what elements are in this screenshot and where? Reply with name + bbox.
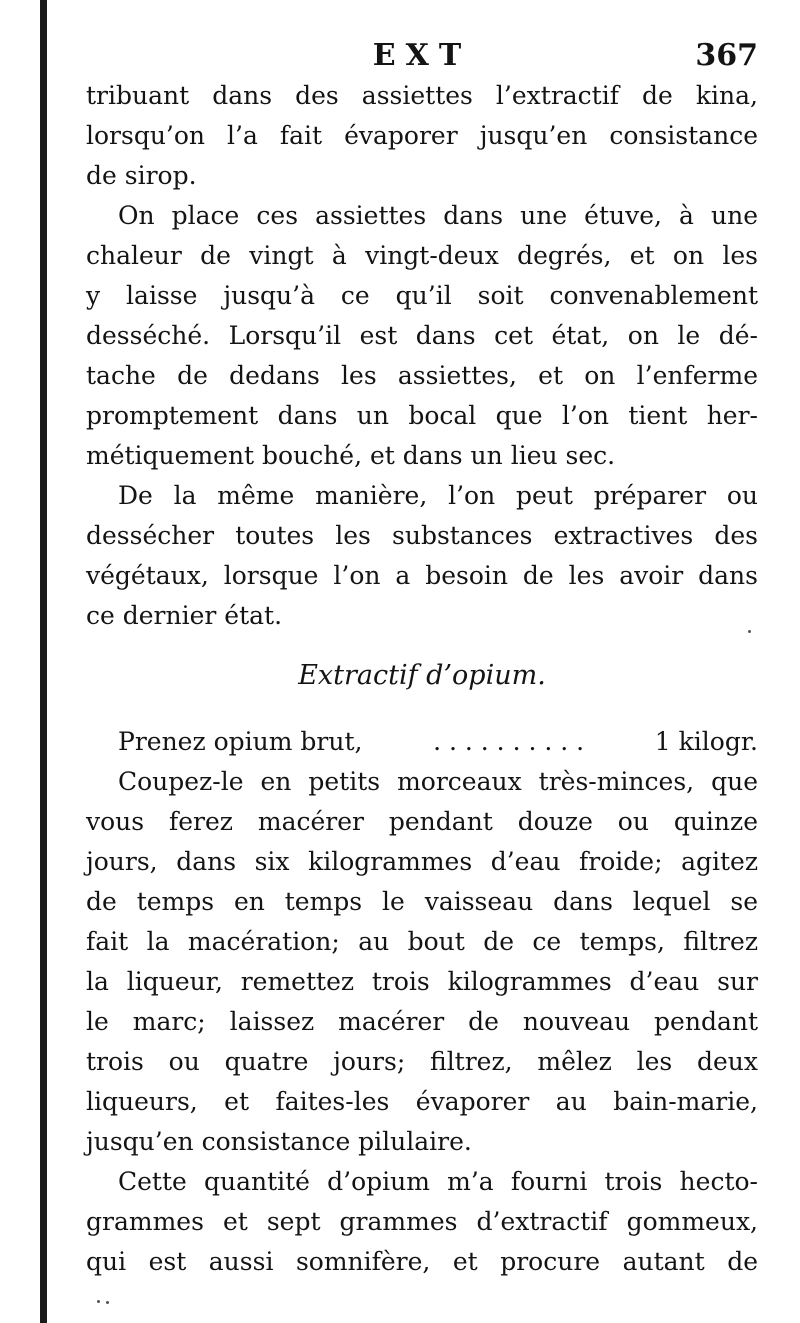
text-line: tribuant dans des assiettes l’extractif de kina, xyxy=(86,81,758,110)
recipe-line xyxy=(86,722,758,762)
text-line: dessécher toutes les substances extractives des xyxy=(86,521,758,550)
recipe-leader: . . . . . . . . . . xyxy=(433,727,585,756)
text-line: fait la macération; au bout de ce temps, filtrez xyxy=(86,927,758,956)
text-line: Coupez-le en petits morceaux très-minces, que xyxy=(118,767,758,796)
text-line: promptement dans un bocal que l’on tient her- xyxy=(86,401,758,430)
text-line: qui est aussi somnifère, et procure autant de xyxy=(86,1247,758,1276)
text-line: ce dernier état. xyxy=(86,601,283,630)
page-number: 367 xyxy=(695,38,758,73)
text-line: Cette quantité d’opium m’a fourni trois hecto- xyxy=(118,1167,758,1196)
print-speck xyxy=(97,1300,100,1303)
text-line: jours, dans six kilogrammes d’eau froide; agitez xyxy=(86,847,758,876)
text-line: de temps en temps le vaisseau dans lequel se xyxy=(86,887,758,916)
paragraph-yield xyxy=(86,1162,758,1282)
text-line: On place ces assiettes dans une étuve, à une xyxy=(118,201,758,230)
print-speck xyxy=(106,1301,109,1304)
page-binding-edge xyxy=(40,0,47,1323)
text-line: y laisse jusqu’à ce qu’il soit convenablement xyxy=(86,281,758,310)
paragraph-meme-maniere xyxy=(86,476,758,636)
text-line: tache de dedans les assiettes, et on l’enferme xyxy=(86,361,758,390)
running-head-title: EXT xyxy=(372,38,472,73)
recipe-quantity: 1 kilogr. xyxy=(654,727,758,756)
text-line: trois ou quatre jours; filtrez, mêlez les deux xyxy=(86,1047,758,1076)
print-speck xyxy=(748,630,751,633)
text-line: vous ferez macérer pendant douze ou quinze xyxy=(86,807,758,836)
paragraph-etuve xyxy=(86,196,758,476)
text-line: grammes et sept grammes d’extractif gommeux, xyxy=(86,1207,758,1236)
text-line: lorsqu’on l’a fait évaporer jusqu’en consistance xyxy=(86,121,758,150)
text-line: végétaux, lorsque l’on a besoin de les avoir dans xyxy=(86,561,758,590)
section-heading: Extractif d’opium. xyxy=(298,660,546,691)
book-page xyxy=(86,0,758,1323)
text-line: liqueurs, et faites-les évaporer au bain-marie, xyxy=(86,1087,758,1116)
text-line: de sirop. xyxy=(86,161,197,190)
paragraph-continuation xyxy=(86,76,758,196)
text-line: De la même manière, l’on peut préparer ou xyxy=(118,481,758,510)
paragraph-method xyxy=(86,762,758,1162)
text-line: desséché. Lorsqu’il est dans cet état, on le dé- xyxy=(86,321,758,350)
text-line: la liqueur, remettez trois kilogrammes d’eau sur xyxy=(86,967,758,996)
recipe-ingredient: Prenez opium brut, xyxy=(118,727,363,756)
text-line: le marc; laissez macérer de nouveau pendant xyxy=(86,1007,758,1036)
text-line: jusqu’en consistance pilulaire. xyxy=(86,1127,472,1156)
text-line: métiquement bouché, et dans un lieu sec. xyxy=(86,441,616,470)
running-head xyxy=(86,34,758,78)
text-line: chaleur de vingt à vingt-deux degrés, et on les xyxy=(86,241,758,270)
